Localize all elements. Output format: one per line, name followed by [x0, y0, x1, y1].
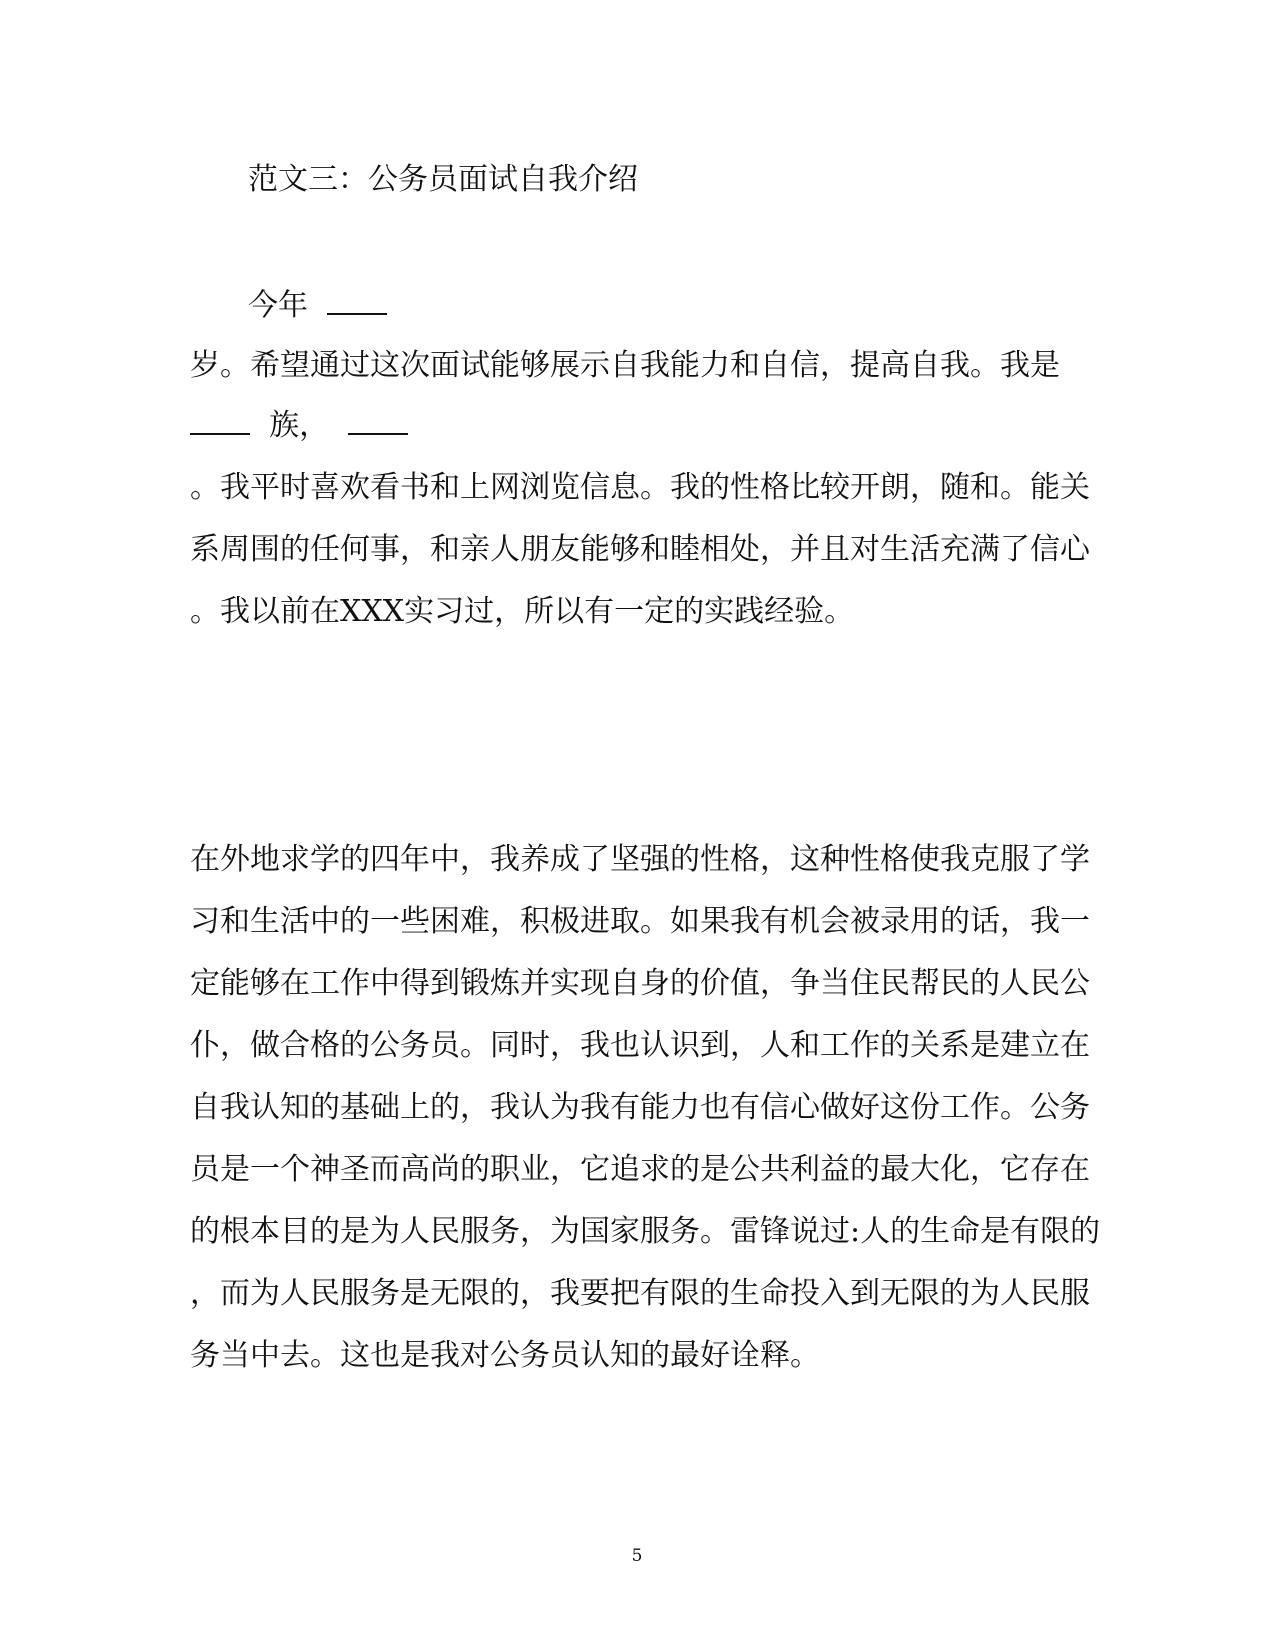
para1-line2: 岁。希望通过这次面试能够展示自我能力和自信，提高自我。我是 — [190, 348, 1060, 383]
para1-line5: 系周围的任何事，和亲人朋友能够和睦相处，并且对生活充满了信心 — [190, 532, 1090, 567]
para1-line1 — [248, 286, 387, 326]
info-blank — [348, 407, 408, 435]
para2-line: ，而为人民服务是无限的，我要把有限的生命投入到无限的为人民服 — [190, 1276, 1090, 1311]
para1-line3-text: 族， — [269, 408, 330, 443]
para2-line: 自我认知的基础上的，我认为我有能力也有信心做好这份工作。公务 — [190, 1090, 1090, 1125]
document-heading: 范文三：公务员面试自我介绍 — [248, 162, 638, 197]
page-number: 5 — [631, 1546, 643, 1566]
para2-line: 员是一个神圣而高尚的职业，它追求的是公共利益的最大化，它存在 — [190, 1152, 1090, 1187]
para2-line: 定能够在工作中得到锻炼并实现自身的价值，争当住民帮民的人民公 — [190, 966, 1090, 1001]
age-blank — [327, 287, 387, 315]
para2-line: 在外地求学的四年中，我养成了坚强的性格，这种性格使我克服了学 — [190, 842, 1090, 877]
ethnicity-blank — [190, 407, 250, 435]
para2-line: 仆，做合格的公务员。同时，我也认识到，人和工作的关系是建立在 — [190, 1028, 1090, 1063]
para1-line6: 。我以前在XXX实习过，所以有一定的实践经验。 — [190, 594, 855, 629]
para2-line: 务当中去。这也是我对公务员认知的最好诠释。 — [190, 1338, 820, 1373]
para1-line3 — [190, 406, 408, 446]
para2-line: 的根本目的是为人民服务，为国家服务。雷锋说过:人的生命是有限的 — [190, 1214, 1101, 1249]
para1-line1-text: 今年 — [248, 288, 308, 323]
para2-line: 习和生活中的一些困难，积极进取。如果我有机会被录用的话，我一 — [190, 904, 1090, 939]
para1-line4: 。我平时喜欢看书和上网浏览信息。我的性格比较开朗，随和。能关 — [190, 470, 1090, 505]
